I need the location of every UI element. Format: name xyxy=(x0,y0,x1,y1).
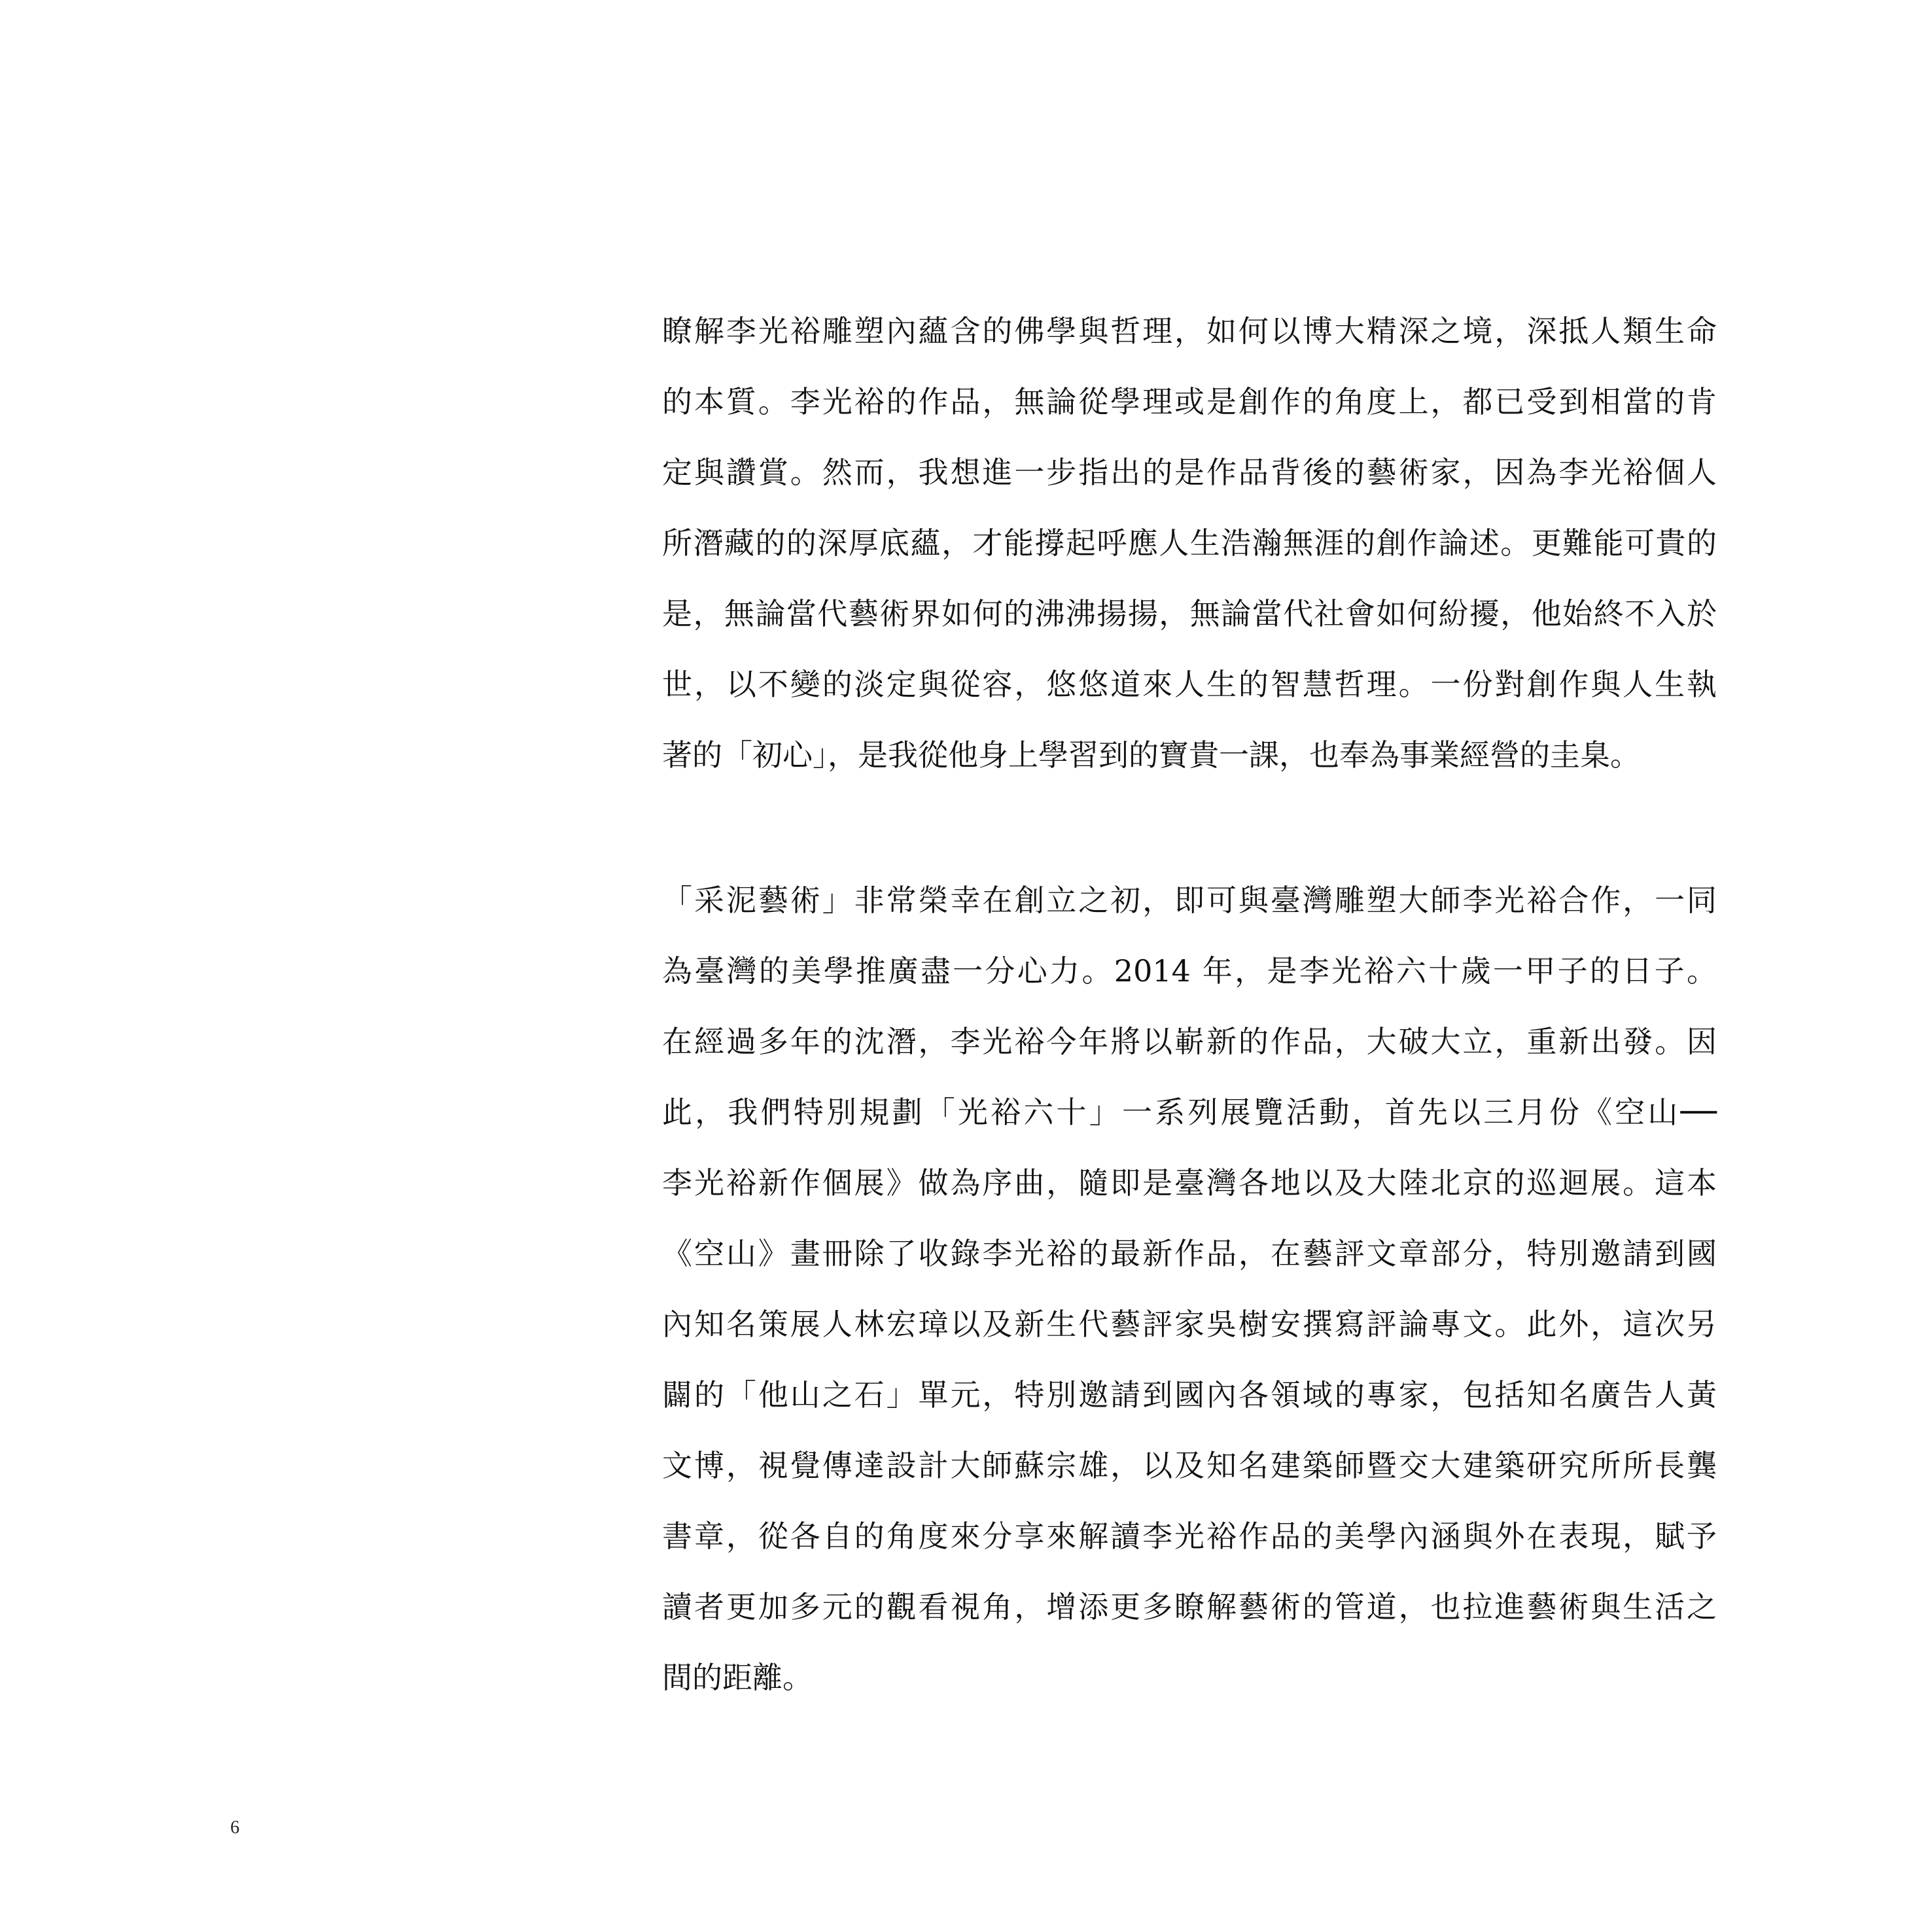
paragraph-line: 世，以不變的淡定與從容，悠悠道來人生的智慧哲理。一份對創作與人生執 xyxy=(662,667,1717,702)
paragraph-line: 此，我們特別規劃「光裕六十」一系列展覽活動，首先以三月份《空山── xyxy=(662,1095,1717,1130)
paragraph-line: 定與讚賞。然而，我想進一步指出的是作品背後的藝術家，因為李光裕個人 xyxy=(662,455,1717,490)
paragraph-line: 李光裕新作個展》做為序曲，隨即是臺灣各地以及大陸北京的巡迴展。這本 xyxy=(662,1165,1717,1201)
paragraph-line: 「采泥藝術」非常榮幸在創立之初，即可與臺灣雕塑大師李光裕合作，一同 xyxy=(662,883,1717,918)
paragraph-1 xyxy=(662,296,1717,790)
paragraph-line: 文博，視覺傳達設計大師蘇宗雄，以及知名建築師暨交大建築研究所所長龔 xyxy=(662,1448,1717,1483)
paragraph-line: 讀者更加多元的觀看視角，增添更多瞭解藝術的管道，也拉進藝術與生活之 xyxy=(662,1589,1717,1625)
paragraph-line: 書章，從各自的角度來分享來解讀李光裕作品的美學內涵與外在表現，賦予 xyxy=(662,1519,1717,1554)
paragraph-line: 間的距離。 xyxy=(662,1660,813,1695)
paragraph-line: 著的「初心」，是我從他身上學習到的寶貴一課，也奉為事業經營的圭臬。 xyxy=(662,737,1640,773)
paragraph-line: 的本質。李光裕的作品，無論從學理或是創作的角度上，都已受到相當的肯 xyxy=(662,384,1717,419)
page-number: 6 xyxy=(230,1818,239,1838)
paragraph-line: 內知名策展人林宏璋以及新生代藝評家吳樹安撰寫評論專文。此外，這次另 xyxy=(662,1307,1717,1342)
paragraph-line: 闢的「他山之石」單元，特別邀請到國內各領域的專家，包括知名廣告人黃 xyxy=(662,1377,1717,1413)
paragraph-line: 是，無論當代藝術界如何的沸沸揚揚，無論當代社會如何紛擾，他始終不入於 xyxy=(662,596,1717,631)
paragraph-line: 《空山》畫冊除了收錄李光裕的最新作品，在藝評文章部分，特別邀請到國 xyxy=(662,1236,1717,1271)
paragraph-line: 瞭解李光裕雕塑內蘊含的佛學與哲理，如何以博大精深之境，深抵人類生命 xyxy=(662,313,1717,349)
paragraph-2 xyxy=(662,865,1717,1713)
paragraph-line: 為臺灣的美學推廣盡一分心力。2014 年，是李光裕六十歲一甲子的日子。 xyxy=(662,953,1717,989)
paragraph-line: 所潛藏的的深厚底蘊，才能撐起呼應人生浩瀚無涯的創作論述。更難能可貴的 xyxy=(662,525,1717,561)
paragraph-line: 在經過多年的沈潛，李光裕今年將以嶄新的作品，大破大立，重新出發。因 xyxy=(662,1024,1717,1059)
